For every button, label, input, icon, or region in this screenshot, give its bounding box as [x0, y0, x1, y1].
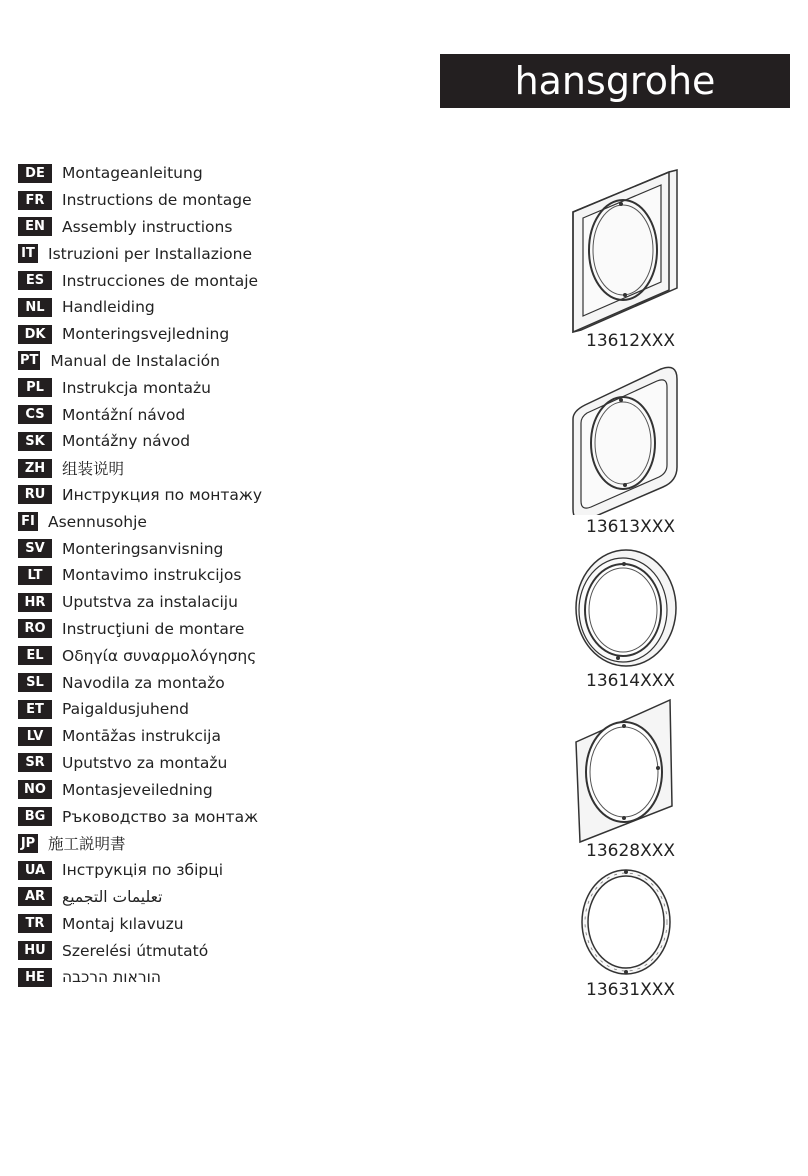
language-code-badge: NO	[18, 780, 52, 799]
language-label: Instructions de montage	[62, 191, 252, 210]
brand-logo	[440, 54, 790, 108]
language-code-badge: CS	[18, 405, 52, 424]
language-code-badge: NL	[18, 298, 52, 317]
language-code-badge: ZH	[18, 459, 52, 478]
language-label: Istruzioni per Installazione	[48, 244, 253, 263]
language-label: Instrukcja montażu	[62, 378, 211, 397]
language-label: Monteringsanvisning	[62, 539, 224, 558]
brand-name: hansgrohe	[514, 59, 716, 103]
language-row-sv	[18, 535, 262, 562]
language-label: Montaj kılavuzu	[62, 914, 184, 933]
language-label: Monteringsvejledning	[62, 325, 230, 344]
language-code-badge: AR	[18, 887, 52, 906]
language-row-es	[18, 267, 262, 294]
language-row-pl	[18, 374, 262, 401]
language-row-zh	[18, 455, 262, 482]
product-13614-drawing	[568, 548, 680, 672]
language-label: Szerelési útmutató	[62, 941, 209, 960]
language-row-hu	[18, 937, 262, 964]
language-label: Ръководство за монтаж	[62, 807, 259, 826]
language-code-badge: TR	[18, 914, 52, 933]
language-row-ru	[18, 482, 262, 509]
language-label: 施工説明書	[48, 835, 126, 854]
language-code-badge: FI	[18, 512, 38, 531]
language-row-sk	[18, 428, 262, 455]
language-label: Instrucciones de montaje	[62, 271, 259, 290]
language-label: Assembly instructions	[62, 217, 233, 236]
language-code-badge: FR	[18, 191, 52, 210]
language-code-badge: JP	[18, 834, 38, 853]
product-number-13628: 13628XXX	[586, 841, 676, 861]
product-13613-drawing	[565, 355, 685, 515]
language-code-badge: HR	[18, 593, 52, 612]
language-row-lt	[18, 562, 262, 589]
language-label: Οδηγία συναρμολόγησης	[62, 646, 257, 665]
language-row-de	[18, 160, 262, 187]
language-row-fi	[18, 508, 262, 535]
language-code-badge: SV	[18, 539, 52, 558]
language-row-sr	[18, 750, 262, 777]
language-row-hr	[18, 589, 262, 616]
language-row-pt	[18, 348, 262, 375]
language-label: Інструкція по збірці	[62, 861, 224, 880]
language-row-lv	[18, 723, 262, 750]
language-code-badge: HU	[18, 941, 52, 960]
language-code-badge: EL	[18, 646, 52, 665]
language-label: Asennusohje	[48, 512, 147, 531]
product-number-13613: 13613XXX	[586, 517, 676, 537]
language-code-badge: RU	[18, 485, 52, 504]
language-code-badge: UA	[18, 861, 52, 880]
product-number-13612: 13612XXX	[586, 331, 676, 351]
language-label: Instrucţiuni de montare	[62, 619, 245, 638]
language-label: Montážny návod	[62, 432, 191, 451]
product-number-13614: 13614XXX	[586, 671, 676, 691]
language-code-badge: RO	[18, 619, 52, 638]
language-label: Uputstvo za montažu	[62, 753, 228, 772]
language-label: Montavimo instrukcijos	[62, 566, 242, 585]
language-code-badge: LT	[18, 566, 52, 585]
language-label: تعليمات التجميع	[62, 887, 163, 906]
language-row-et	[18, 696, 262, 723]
language-row-cs	[18, 401, 262, 428]
language-row-tr	[18, 910, 262, 937]
product-number-13631: 13631XXX	[586, 980, 676, 1000]
language-label: 组装说明	[62, 460, 125, 479]
product-13631-drawing	[576, 866, 676, 980]
language-label: Montasjeveiledning	[62, 780, 213, 799]
language-code-badge: DK	[18, 325, 52, 344]
language-row-nl	[18, 294, 262, 321]
language-code-badge: SL	[18, 673, 52, 692]
language-row-it	[18, 240, 262, 267]
language-label: Инструкция по монтажу	[62, 485, 263, 504]
language-code-badge: LV	[18, 727, 52, 746]
language-label: Navodila za montažo	[62, 673, 225, 692]
language-code-badge: ES	[18, 271, 52, 290]
language-row-ro	[18, 616, 262, 643]
language-label: Montážní návod	[62, 405, 186, 424]
language-code-badge: IT	[18, 244, 38, 263]
language-row-ua	[18, 857, 262, 884]
language-row-el	[18, 642, 262, 669]
language-row-ar	[18, 884, 262, 911]
product-13612-drawing	[565, 160, 685, 340]
language-code-badge: DE	[18, 164, 52, 183]
language-code-badge: HE	[18, 968, 52, 987]
language-label: Handleiding	[62, 298, 155, 317]
language-code-badge: ET	[18, 700, 52, 719]
language-row-he	[18, 964, 262, 991]
language-code-badge: SR	[18, 753, 52, 772]
language-row-bg	[18, 803, 262, 830]
language-row-en	[18, 214, 262, 241]
language-label: הוראות הרכבה	[62, 968, 161, 987]
language-label: Montageanleitung	[62, 164, 203, 183]
language-label: Paigaldusjuhend	[62, 700, 189, 719]
language-label: Uputstva za instalaciju	[62, 593, 238, 612]
language-row-dk	[18, 321, 262, 348]
language-row-sl	[18, 669, 262, 696]
language-row-fr	[18, 187, 262, 214]
language-row-jp	[18, 830, 262, 857]
language-row-no	[18, 776, 262, 803]
language-code-badge: PT	[20, 353, 39, 369]
language-list	[18, 160, 262, 991]
language-label: Montāžas instrukcija	[62, 727, 221, 746]
language-code-badge: EN	[18, 217, 52, 236]
language-code-badge: SK	[18, 432, 52, 451]
product-13628-drawing	[572, 696, 680, 846]
language-code-badge: PL	[18, 378, 52, 397]
language-code-badge: BG	[18, 807, 52, 826]
language-label: Manual de Instalación	[50, 351, 220, 370]
